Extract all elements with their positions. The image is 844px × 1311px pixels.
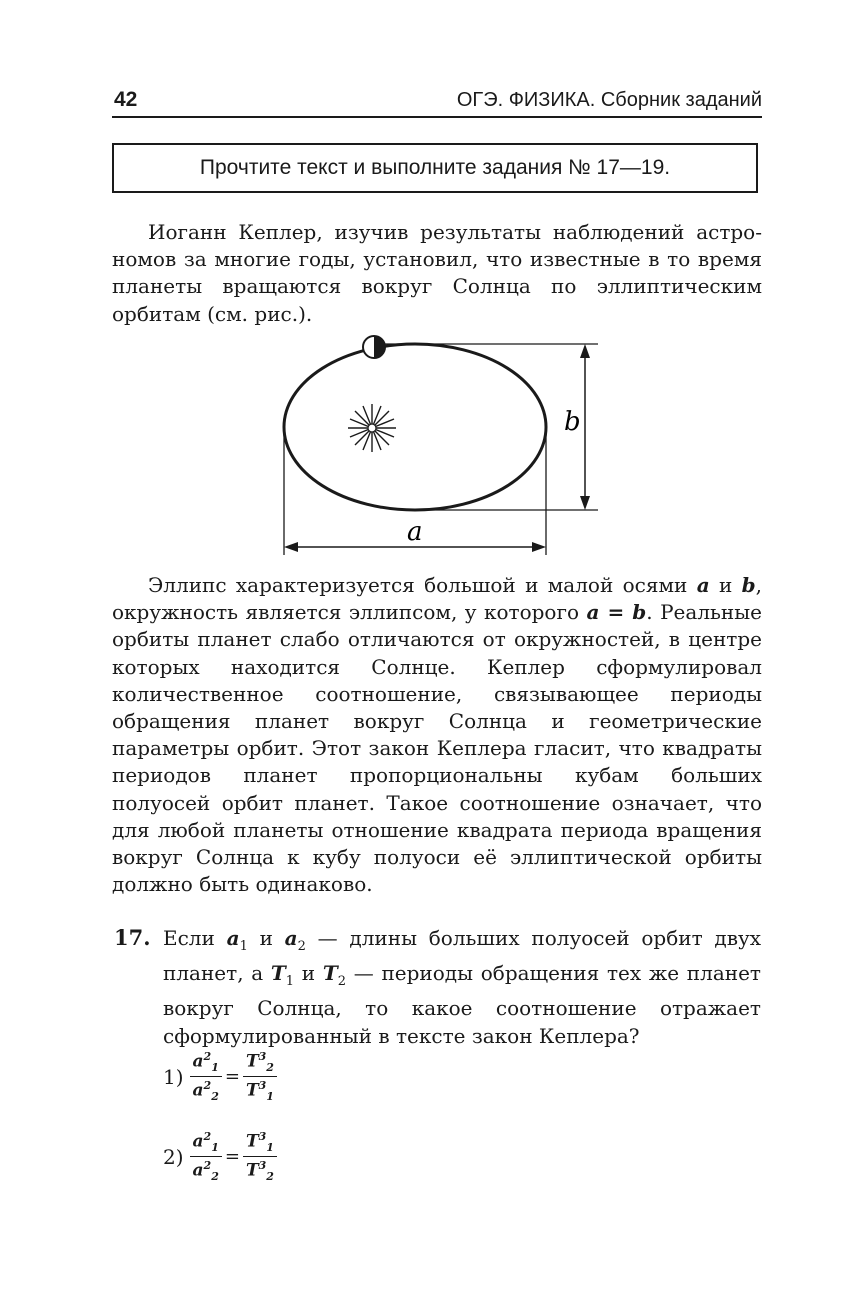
- equals-sign: =: [224, 1146, 240, 1168]
- rhs-fraction: $\frac{T^3_2}{T^3_1}$: [243, 1050, 277, 1103]
- sun-icon: [348, 404, 396, 452]
- lhs-fraction: $\frac{a^2_1}{a^2_2}$: [190, 1050, 222, 1103]
- rhs-fraction: $\frac{T^3_1}{T^3_2}$: [243, 1130, 277, 1183]
- question-number: 17.: [114, 925, 151, 950]
- page-number: 42: [114, 88, 138, 111]
- equals-sign: =: [224, 1066, 240, 1088]
- option-label: 1): [163, 1064, 184, 1089]
- a-label: a: [407, 517, 423, 547]
- intro-paragraph: Иоганн Кеплер, изучив результаты наблюдений астрономов за многие годы, установил, что известные в то время планеты вращаются вокруг Солнца по эллиптическим орбитам (см. рис.).: [112, 220, 762, 326]
- instruction-box: [112, 143, 758, 193]
- orbit-figure: [250, 330, 610, 560]
- body-paragraph: Эллипс характеризуется большой и малой осями a и b, окружность является эллипсом, у которого a = b. Реальные орбиты планет слабо отличаются от окружностей, в центре которых находится Солнце. Кеплер сформулировал количественное соотношение, связывающее периоды обращения планет вокруг Солнца и геометрические параметры орбит. Этот закон Кеплера гласит, что квадраты периодов планет пропорциональны кубам больших полуосей орбит планет. Такое соотношение означает, что для любой планеты отношение квадрата периода вращения вокруг Солнца к кубу полуоси её эллиптической орбиты должно быть одинаково.: [112, 573, 762, 897]
- book-title: ОГЭ. ФИЗИКА. Сборник заданий: [456, 89, 762, 111]
- question-text: Если $a_1$ и $a_2$ — длины больших полуосей орбит двух планет, а $T_1$ и $T_2$ — периоды обращения тех же планет вокруг Солнца, то какое соотношение отражает сформулированный в тексте закон Кеплера?: [163, 926, 762, 1048]
- answer-option-2: [163, 1130, 277, 1183]
- instruction-text: Прочтите текст и выполните задания № 17—19.: [199, 156, 671, 179]
- orbit-ellipse: [284, 344, 546, 510]
- option-label: 2): [163, 1144, 184, 1169]
- answer-option-1: [163, 1050, 277, 1103]
- b-label: b: [564, 407, 581, 437]
- lhs-fraction: $\frac{a^2_1}{a^2_2}$: [190, 1130, 222, 1183]
- page-header: [112, 86, 762, 118]
- planet-icon: [363, 336, 385, 358]
